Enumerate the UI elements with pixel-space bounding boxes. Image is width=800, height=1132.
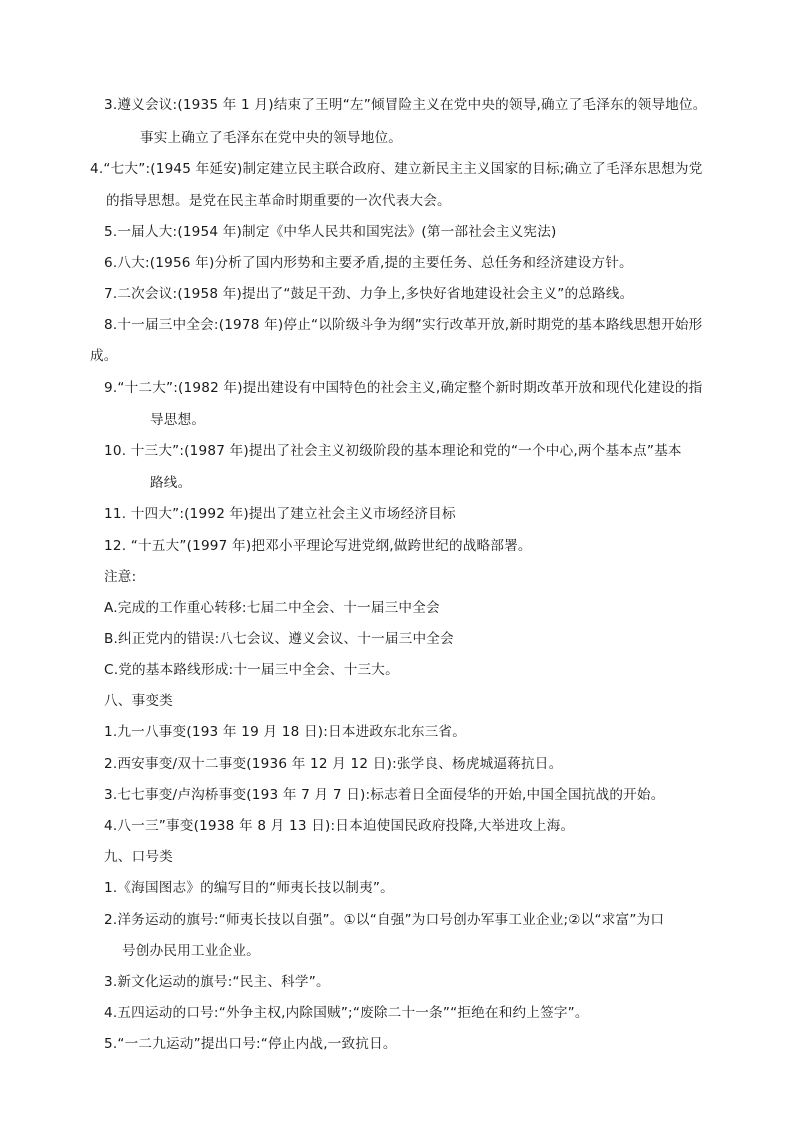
text-line: 路线。 — [150, 475, 192, 491]
text-line: 9.“十二大”:(1982 年)提出建设有中国特色的社会主义,确定整个新时期改革开放和现代化建设的指 — [104, 380, 703, 396]
text-line: 3.新文化运动的旗号:“民主、科学”。 — [104, 974, 330, 990]
text-line: 12. “十五大”(1997 年)把邓小平理论写进党纲,做跨世纪的战略部署。 — [104, 538, 532, 554]
text-line: A.完成的工作重心转移:七届二中全会、十一届三中全会 — [104, 600, 440, 616]
text-line: 注意: — [104, 569, 137, 585]
text-line: 5.一届人大:(1954 年)制定《中华人民共和国宪法》(第一部社会主义宪法) — [104, 224, 557, 240]
text-line: 事实上确立了毛泽东在党中央的领导地位。 — [140, 130, 403, 146]
text-line: 1.九一八事变(193 年 19 月 18 日):日本进政东北东三省。 — [104, 724, 466, 740]
text-line: 7.二次会议:(1958 年)提出了“鼓足干劲、力争上,多快好省地建设社会主义”的总路线。 — [104, 286, 634, 302]
text-line: 10. 十三大”:(1987 年)提出了社会主义初级阶段的基本理论和党的“一个中心,两个基本点”基本 — [104, 443, 682, 459]
text-line: 2.西安事变/双十二事变(1936 年 12 月 12 日):张学良、杨虎城逼蒋抗日。 — [104, 756, 563, 772]
text-line: 4.五四运动的口号:“外争主权,内除国贼”;“废除二十一条”“拒绝在和约上签字”。 — [104, 1005, 589, 1021]
text-line: 4.八一三”事变(1938 年 8 月 13 日):日本迫使国民政府投降,大举进攻上海。 — [104, 818, 575, 834]
text-line: 3.七七事变/卢沟桥事变(193 年 7 月 7 日):标志着日全面侵华的开始,中国全国抗战的开始。 — [104, 787, 665, 803]
text-line: 8.十一届三中全会:(1978 年)停止“以阶级斗争为纲”实行改革开放,新时期党的基本路线思想开始形 — [104, 317, 703, 333]
text-line: 6.八大:(1956 年)分析了国内形势和主要矛盾,提的主要任务、总任务和经济建设方针。 — [104, 255, 633, 271]
section-heading: 九、口号类 — [104, 849, 173, 865]
text-line: 4.“七大”:(1945 年延安)制定建立民主联合政府、建立新民主主义国家的目标;确立了毛泽东思想为党 — [90, 161, 703, 177]
text-line: 5.“一二九运动”提出口号:“停止内战,一致抗日。 — [104, 1036, 397, 1052]
text-line: 11. 十四大”:(1992 年)提出了建立社会主义市场经济目标 — [104, 506, 456, 522]
text-line: 2.洋务运动的旗号:“师夷长技以自强”。①以“自强”为口号创办军事工业企业;②以“求富”为口 — [104, 912, 665, 928]
text-line: 3.遵义会议:(1935 年 1 月)结束了王明“左”倾冒险主义在党中央的领导,确立了毛泽东的领导地位。 — [104, 97, 707, 113]
text-line: 号创办民用工业企业。 — [122, 943, 260, 959]
text-line: 导思想。 — [150, 412, 206, 428]
text-line: C.党的基本路线形成:十一届三中全会、十三大。 — [104, 662, 399, 678]
text-line: 的指导思想。是党在民主革命时期重要的一次代表大会。 — [106, 193, 451, 209]
section-heading: 八、事变类 — [104, 693, 173, 709]
text-line: B.纠正党内的错误:八七会议、遵义会议、十一届三中全会 — [104, 631, 454, 647]
text-line: 成。 — [90, 348, 118, 364]
text-line: 1.《海国图志》的编写目的“师夷长技以制夷”。 — [104, 880, 394, 896]
